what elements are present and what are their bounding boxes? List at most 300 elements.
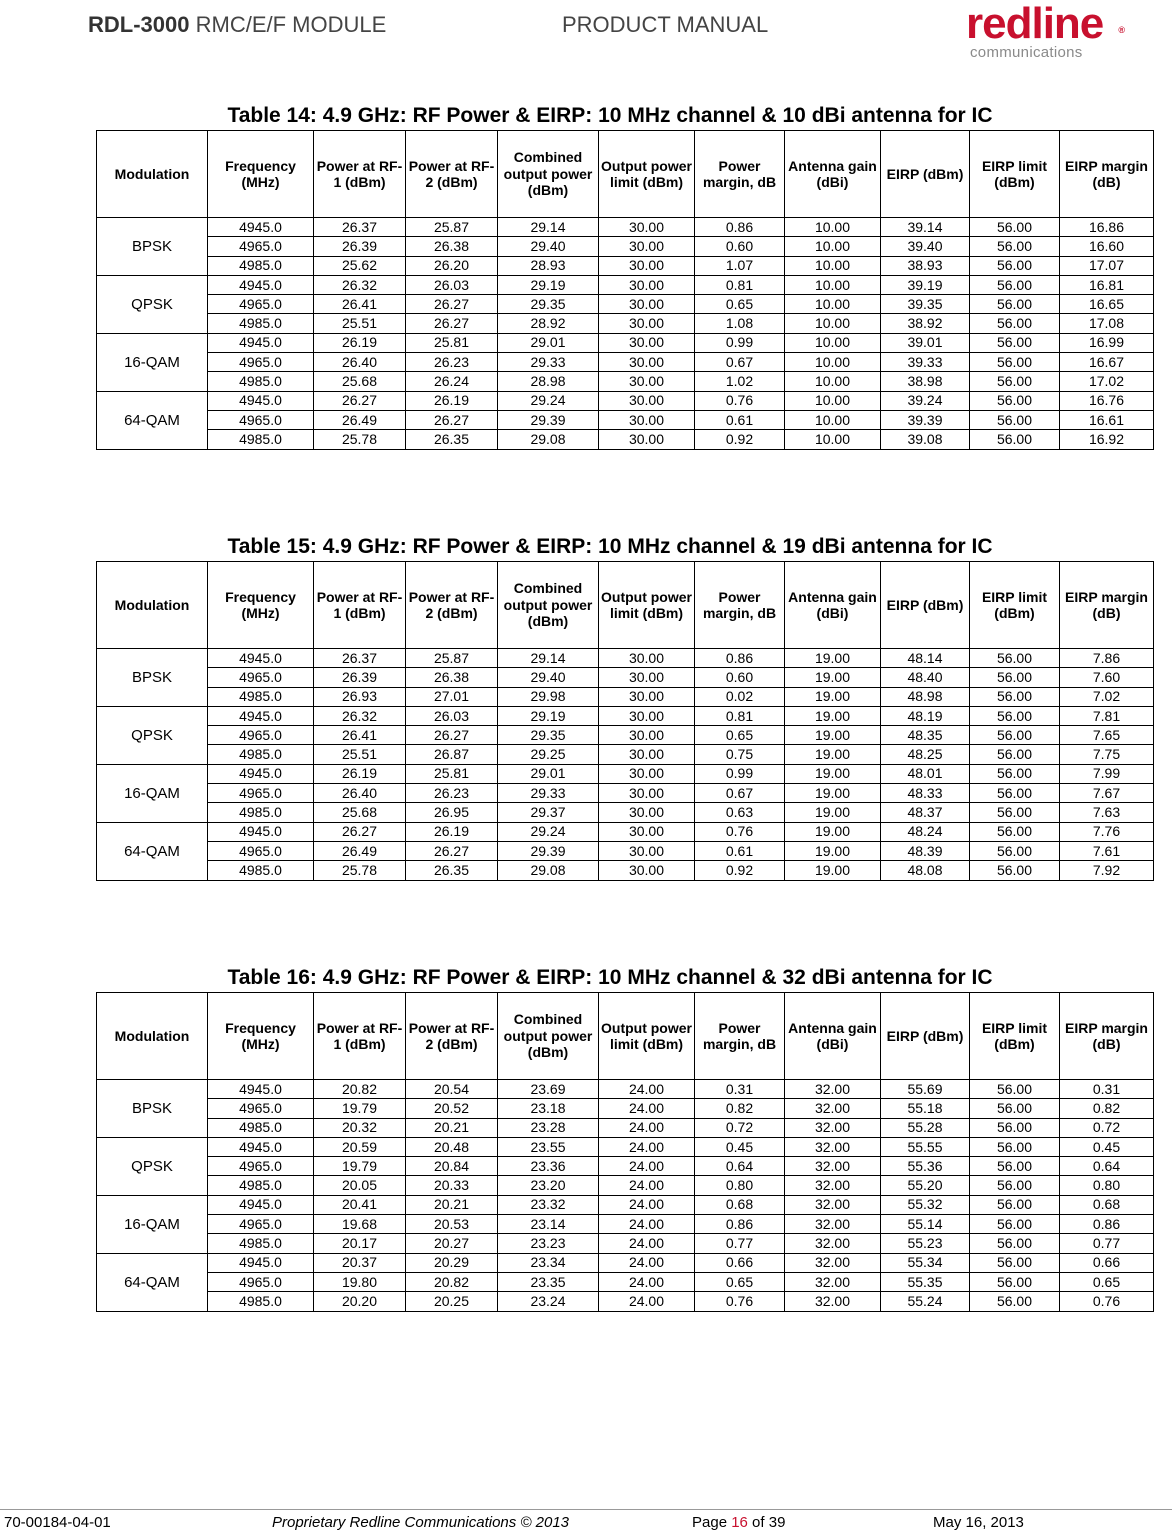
- modulation-cell: 64-QAM: [97, 1253, 208, 1311]
- column-header: Output power limit (dBm): [599, 131, 695, 218]
- product-module: RMC/E/F MODULE: [195, 12, 387, 37]
- table-cell: 26.27: [406, 410, 498, 429]
- table-cell: 56.00: [970, 784, 1060, 803]
- table-cell: 0.72: [695, 1118, 785, 1137]
- table-cell: 48.14: [881, 649, 970, 668]
- table-cell: 7.92: [1060, 861, 1154, 880]
- table-cell: 7.02: [1060, 687, 1154, 706]
- column-header: Output power limit (dBm): [599, 993, 695, 1080]
- table-cell: 29.01: [498, 764, 599, 783]
- table-cell: 56.00: [970, 1176, 1060, 1195]
- table-cell: 55.69: [881, 1080, 970, 1099]
- column-header: Antenna gain (dBi): [785, 131, 881, 218]
- table-cell: 32.00: [785, 1234, 881, 1253]
- table-cell: 0.86: [695, 649, 785, 668]
- table-cell: 10.00: [785, 430, 881, 449]
- table-cell: 39.35: [881, 295, 970, 314]
- table-row: [97, 784, 1154, 803]
- table-cell: 16.92: [1060, 430, 1154, 449]
- table-cell: 0.81: [695, 275, 785, 294]
- table-cell: 56.00: [970, 1215, 1060, 1234]
- table-cell: 29.37: [498, 803, 599, 822]
- table-cell: 4985.0: [208, 861, 314, 880]
- table-cell: 29.40: [498, 668, 599, 687]
- table-cell: 30.00: [599, 237, 695, 256]
- table-row: [97, 353, 1154, 372]
- table-cell: 4945.0: [208, 649, 314, 668]
- table-14: [96, 130, 1154, 450]
- table-cell: 7.60: [1060, 668, 1154, 687]
- table-cell: 0.45: [695, 1137, 785, 1156]
- table-cell: 26.41: [314, 726, 406, 745]
- table-cell: 28.93: [498, 256, 599, 275]
- column-header: EIRP margin (dB): [1060, 993, 1154, 1080]
- table-row: [97, 706, 1154, 725]
- table-cell: 56.00: [970, 218, 1060, 237]
- table-cell: 55.28: [881, 1118, 970, 1137]
- table-row: [97, 314, 1154, 333]
- column-header: Combined output power (dBm): [498, 131, 599, 218]
- header-row: [97, 562, 1154, 649]
- table-cell: 1.08: [695, 314, 785, 333]
- table-cell: 39.40: [881, 237, 970, 256]
- table-cell: 48.35: [881, 726, 970, 745]
- table-cell: 26.37: [314, 218, 406, 237]
- column-header: EIRP limit (dBm): [970, 131, 1060, 218]
- table-cell: 0.64: [1060, 1157, 1154, 1176]
- column-header: EIRP limit (dBm): [970, 993, 1060, 1080]
- table-cell: 56.00: [970, 726, 1060, 745]
- table-cell: 29.33: [498, 784, 599, 803]
- table-cell: 28.92: [498, 314, 599, 333]
- table-cell: 26.27: [406, 295, 498, 314]
- table-cell: 26.23: [406, 353, 498, 372]
- table-cell: 19.00: [785, 841, 881, 860]
- column-header: Modulation: [97, 993, 208, 1080]
- table-cell: 20.17: [314, 1234, 406, 1253]
- table-cell: 7.67: [1060, 784, 1154, 803]
- table-cell: 20.54: [406, 1080, 498, 1099]
- table-cell: 4945.0: [208, 822, 314, 841]
- table-cell: 26.19: [314, 764, 406, 783]
- table-cell: 26.49: [314, 410, 406, 429]
- table-cell: 56.00: [970, 668, 1060, 687]
- table-cell: 0.77: [1060, 1234, 1154, 1253]
- document-date: May 16, 2013: [933, 1514, 1024, 1531]
- table-cell: 19.00: [785, 764, 881, 783]
- table-cell: 25.78: [314, 430, 406, 449]
- table-cell: 4965.0: [208, 1272, 314, 1291]
- table-cell: 4965.0: [208, 1099, 314, 1118]
- table-cell: 26.20: [406, 256, 498, 275]
- table-cell: 29.19: [498, 706, 599, 725]
- table-cell: 1.02: [695, 372, 785, 391]
- table-cell: 24.00: [599, 1253, 695, 1272]
- table-cell: 4965.0: [208, 237, 314, 256]
- logo-wordmark: redline: [966, 0, 1104, 48]
- table-cell: 30.00: [599, 687, 695, 706]
- table-cell: 56.00: [970, 687, 1060, 706]
- table-cell: 30.00: [599, 410, 695, 429]
- table-row: [97, 1234, 1154, 1253]
- table-cell: 24.00: [599, 1234, 695, 1253]
- table-cell: 19.00: [785, 745, 881, 764]
- table-cell: 24.00: [599, 1215, 695, 1234]
- table-cell: 48.25: [881, 745, 970, 764]
- table-cell: 39.19: [881, 275, 970, 294]
- table-cell: 4985.0: [208, 256, 314, 275]
- table-cell: 0.68: [695, 1195, 785, 1214]
- table-cell: 26.19: [406, 391, 498, 410]
- modulation-cell: QPSK: [97, 706, 208, 764]
- table-cell: 56.00: [970, 822, 1060, 841]
- table-row: [97, 430, 1154, 449]
- table-cell: 29.35: [498, 726, 599, 745]
- column-header: EIRP margin (dB): [1060, 562, 1154, 649]
- table-cell: 16.61: [1060, 410, 1154, 429]
- table-cell: 10.00: [785, 295, 881, 314]
- table-cell: 48.08: [881, 861, 970, 880]
- table-cell: 26.41: [314, 295, 406, 314]
- table-cell: 16.99: [1060, 333, 1154, 352]
- table-cell: 16.67: [1060, 353, 1154, 372]
- table-cell: 17.07: [1060, 256, 1154, 275]
- table-cell: 29.35: [498, 295, 599, 314]
- table-cell: 28.98: [498, 372, 599, 391]
- table-cell: 4945.0: [208, 1195, 314, 1214]
- table-cell: 23.69: [498, 1080, 599, 1099]
- table-row: [97, 1099, 1154, 1118]
- table-cell: 56.00: [970, 295, 1060, 314]
- table-cell: 23.32: [498, 1195, 599, 1214]
- column-header: Power at RF-2 (dBm): [406, 562, 498, 649]
- table-cell: 30.00: [599, 430, 695, 449]
- table-cell: 0.63: [695, 803, 785, 822]
- product-code: RDL-3000: [88, 12, 190, 37]
- table-cell: 0.86: [695, 1215, 785, 1234]
- table-cell: 39.39: [881, 410, 970, 429]
- table-cell: 0.86: [695, 218, 785, 237]
- table-cell: 4985.0: [208, 1118, 314, 1137]
- table-cell: 0.45: [1060, 1137, 1154, 1156]
- table-cell: 20.20: [314, 1292, 406, 1311]
- page-header: [0, 0, 1172, 61]
- table-cell: 26.27: [314, 822, 406, 841]
- table-cell: 7.75: [1060, 745, 1154, 764]
- table-row: [97, 333, 1154, 352]
- table-cell: 30.00: [599, 861, 695, 880]
- table-cell: 48.19: [881, 706, 970, 725]
- table-cell: 56.00: [970, 430, 1060, 449]
- table-cell: 55.32: [881, 1195, 970, 1214]
- table-cell: 55.36: [881, 1157, 970, 1176]
- table-cell: 20.29: [406, 1253, 498, 1272]
- table-row: [97, 1253, 1154, 1272]
- table-cell: 0.02: [695, 687, 785, 706]
- logo-registered-mark: ®: [1118, 25, 1124, 35]
- table-cell: 25.87: [406, 218, 498, 237]
- table-cell: 29.25: [498, 745, 599, 764]
- page-total: of 39: [747, 1514, 786, 1531]
- table-cell: 55.14: [881, 1215, 970, 1234]
- table-cell: 55.24: [881, 1292, 970, 1311]
- table-cell: 4965.0: [208, 410, 314, 429]
- table-row: [97, 1215, 1154, 1234]
- table-cell: 20.41: [314, 1195, 406, 1214]
- table-cell: 26.37: [314, 649, 406, 668]
- table-row: [97, 1137, 1154, 1156]
- table-cell: 4985.0: [208, 1292, 314, 1311]
- column-header: Power at RF-2 (dBm): [406, 993, 498, 1080]
- table-row: [97, 745, 1154, 764]
- table-cell: 56.00: [970, 256, 1060, 275]
- table-cell: 55.35: [881, 1272, 970, 1291]
- table-cell: 26.38: [406, 237, 498, 256]
- table-cell: 48.01: [881, 764, 970, 783]
- logo-subtitle: communications: [970, 44, 1083, 61]
- table-cell: 24.00: [599, 1176, 695, 1195]
- table-cell: 10.00: [785, 314, 881, 333]
- table-cell: 29.08: [498, 430, 599, 449]
- table-16-caption: Table 16: 4.9 GHz: RF Power & EIRP: 10 MHz channel & 32 dBi antenna for IC: [227, 966, 993, 989]
- table-cell: 25.68: [314, 803, 406, 822]
- table-row: [97, 822, 1154, 841]
- table-cell: 56.00: [970, 706, 1060, 725]
- table-cell: 4985.0: [208, 745, 314, 764]
- table-row: [97, 275, 1154, 294]
- table-cell: 26.27: [406, 841, 498, 860]
- redline-logo: [966, 0, 1124, 61]
- table-cell: 7.99: [1060, 764, 1154, 783]
- table-cell: 4985.0: [208, 430, 314, 449]
- table-cell: 29.24: [498, 391, 599, 410]
- modulation-cell: 64-QAM: [97, 822, 208, 880]
- table-cell: 26.19: [406, 822, 498, 841]
- table-cell: 0.68: [1060, 1195, 1154, 1214]
- table-cell: 48.33: [881, 784, 970, 803]
- table-cell: 30.00: [599, 784, 695, 803]
- table-cell: 56.00: [970, 333, 1060, 352]
- table-cell: 48.40: [881, 668, 970, 687]
- column-header: Power at RF-2 (dBm): [406, 131, 498, 218]
- table-cell: 26.27: [406, 314, 498, 333]
- table-cell: 0.65: [695, 726, 785, 745]
- table-cell: 23.23: [498, 1234, 599, 1253]
- table-15-caption: Table 15: 4.9 GHz: RF Power & EIRP: 10 MHz channel & 19 dBi antenna for IC: [227, 535, 993, 558]
- table-cell: 23.28: [498, 1118, 599, 1137]
- table-cell: 4985.0: [208, 372, 314, 391]
- table-row: [97, 649, 1154, 668]
- table-row: [97, 1195, 1154, 1214]
- table-row: [97, 668, 1154, 687]
- table-cell: 16.81: [1060, 275, 1154, 294]
- table-cell: 23.35: [498, 1272, 599, 1291]
- table-cell: 32.00: [785, 1253, 881, 1272]
- table-row: [97, 841, 1154, 860]
- table-cell: 4945.0: [208, 218, 314, 237]
- table-row: [97, 372, 1154, 391]
- table-cell: 4965.0: [208, 295, 314, 314]
- table-cell: 56.00: [970, 372, 1060, 391]
- table-cell: 56.00: [970, 649, 1060, 668]
- column-header: Frequency (MHz): [208, 562, 314, 649]
- table-cell: 24.00: [599, 1292, 695, 1311]
- table-cell: 27.01: [406, 687, 498, 706]
- table-cell: 30.00: [599, 314, 695, 333]
- column-header: Power margin, dB: [695, 993, 785, 1080]
- table-cell: 16.86: [1060, 218, 1154, 237]
- table-cell: 25.81: [406, 764, 498, 783]
- table-cell: 0.76: [1060, 1292, 1154, 1311]
- table-cell: 23.18: [498, 1099, 599, 1118]
- table-cell: 0.76: [695, 822, 785, 841]
- table-cell: 30.00: [599, 256, 695, 275]
- table-cell: 29.01: [498, 333, 599, 352]
- table-cell: 17.08: [1060, 314, 1154, 333]
- table-cell: 4985.0: [208, 314, 314, 333]
- table-cell: 20.21: [406, 1118, 498, 1137]
- table-cell: 56.00: [970, 1292, 1060, 1311]
- table-cell: 56.00: [970, 1137, 1060, 1156]
- table-cell: 0.65: [695, 295, 785, 314]
- table-row: [97, 237, 1154, 256]
- table-cell: 26.03: [406, 275, 498, 294]
- table-cell: 39.01: [881, 333, 970, 352]
- table-cell: 19.00: [785, 822, 881, 841]
- column-header: Antenna gain (dBi): [785, 562, 881, 649]
- table-cell: 29.24: [498, 822, 599, 841]
- table-cell: 30.00: [599, 649, 695, 668]
- table-cell: 26.35: [406, 430, 498, 449]
- table-cell: 4945.0: [208, 275, 314, 294]
- table-cell: 48.39: [881, 841, 970, 860]
- table-cell: 32.00: [785, 1118, 881, 1137]
- table-cell: 4985.0: [208, 803, 314, 822]
- table-cell: 23.14: [498, 1215, 599, 1234]
- table-cell: 56.00: [970, 1080, 1060, 1099]
- table-cell: 10.00: [785, 333, 881, 352]
- modulation-cell: 16-QAM: [97, 1195, 208, 1253]
- table-cell: 4965.0: [208, 841, 314, 860]
- table-cell: 32.00: [785, 1176, 881, 1195]
- table-cell: 25.68: [314, 372, 406, 391]
- table-cell: 7.65: [1060, 726, 1154, 745]
- table-cell: 56.00: [970, 745, 1060, 764]
- table-cell: 4945.0: [208, 1253, 314, 1272]
- table-cell: 24.00: [599, 1195, 695, 1214]
- table-cell: 4945.0: [208, 391, 314, 410]
- table-cell: 20.37: [314, 1253, 406, 1272]
- table-cell: 30.00: [599, 726, 695, 745]
- table-cell: 38.93: [881, 256, 970, 275]
- table-cell: 20.25: [406, 1292, 498, 1311]
- table-cell: 23.36: [498, 1157, 599, 1176]
- column-header: Output power limit (dBm): [599, 562, 695, 649]
- header-row: [97, 993, 1154, 1080]
- table-cell: 0.76: [695, 1292, 785, 1311]
- table-cell: 56.00: [970, 1157, 1060, 1176]
- table-cell: 30.00: [599, 668, 695, 687]
- table-cell: 19.68: [314, 1215, 406, 1234]
- table-cell: 56.00: [970, 410, 1060, 429]
- table-cell: 0.99: [695, 764, 785, 783]
- table-cell: 48.24: [881, 822, 970, 841]
- table-cell: 56.00: [970, 1253, 1060, 1272]
- table-cell: 24.00: [599, 1272, 695, 1291]
- table-cell: 0.60: [695, 668, 785, 687]
- table-cell: 55.20: [881, 1176, 970, 1195]
- table-cell: 56.00: [970, 861, 1060, 880]
- page-number: 16: [731, 1514, 748, 1531]
- table-cell: 0.92: [695, 861, 785, 880]
- table-cell: 39.08: [881, 430, 970, 449]
- table-cell: 32.00: [785, 1157, 881, 1176]
- table-row: [97, 391, 1154, 410]
- table-cell: 0.76: [695, 391, 785, 410]
- table-cell: 25.81: [406, 333, 498, 352]
- table-cell: 7.61: [1060, 841, 1154, 860]
- table-cell: 25.51: [314, 314, 406, 333]
- table-cell: 16.60: [1060, 237, 1154, 256]
- table-cell: 16.76: [1060, 391, 1154, 410]
- table-cell: 29.39: [498, 410, 599, 429]
- table-row: [97, 1157, 1154, 1176]
- table-cell: 24.00: [599, 1080, 695, 1099]
- table-cell: 10.00: [785, 353, 881, 372]
- table-cell: 29.19: [498, 275, 599, 294]
- table-cell: 17.02: [1060, 372, 1154, 391]
- table-cell: 56.00: [970, 764, 1060, 783]
- table-row: [97, 726, 1154, 745]
- table-cell: 26.27: [406, 726, 498, 745]
- table-cell: 0.86: [1060, 1215, 1154, 1234]
- table-cell: 7.86: [1060, 649, 1154, 668]
- table-cell: 4965.0: [208, 668, 314, 687]
- table-cell: 24.00: [599, 1137, 695, 1156]
- table-cell: 26.38: [406, 668, 498, 687]
- modulation-cell: 64-QAM: [97, 391, 208, 449]
- table-14-caption: Table 14: 4.9 GHz: RF Power & EIRP: 10 MHz channel & 10 dBi antenna for IC: [227, 104, 993, 127]
- table-cell: 32.00: [785, 1292, 881, 1311]
- table-cell: 4965.0: [208, 353, 314, 372]
- page-footer: [0, 1509, 1172, 1532]
- table-cell: 0.61: [695, 410, 785, 429]
- table-cell: 4945.0: [208, 1137, 314, 1156]
- table-cell: 30.00: [599, 295, 695, 314]
- proprietary-notice: Proprietary Redline Communications © 2013: [272, 1514, 570, 1531]
- table-cell: 4985.0: [208, 1234, 314, 1253]
- column-header: EIRP margin (dB): [1060, 131, 1154, 218]
- table-16: [96, 992, 1154, 1312]
- table-cell: 25.78: [314, 861, 406, 880]
- table-cell: 0.31: [1060, 1080, 1154, 1099]
- table-cell: 56.00: [970, 1118, 1060, 1137]
- table-cell: 29.39: [498, 841, 599, 860]
- table-row: [97, 1272, 1154, 1291]
- table-cell: 19.00: [785, 649, 881, 668]
- table-cell: 29.14: [498, 218, 599, 237]
- table-cell: 10.00: [785, 256, 881, 275]
- table-cell: 19.00: [785, 706, 881, 725]
- table-row: [97, 687, 1154, 706]
- table-cell: 48.98: [881, 687, 970, 706]
- table-cell: 55.34: [881, 1253, 970, 1272]
- table-cell: 32.00: [785, 1137, 881, 1156]
- table-cell: 30.00: [599, 372, 695, 391]
- table-cell: 23.20: [498, 1176, 599, 1195]
- table-cell: 4945.0: [208, 333, 314, 352]
- table-cell: 19.80: [314, 1272, 406, 1291]
